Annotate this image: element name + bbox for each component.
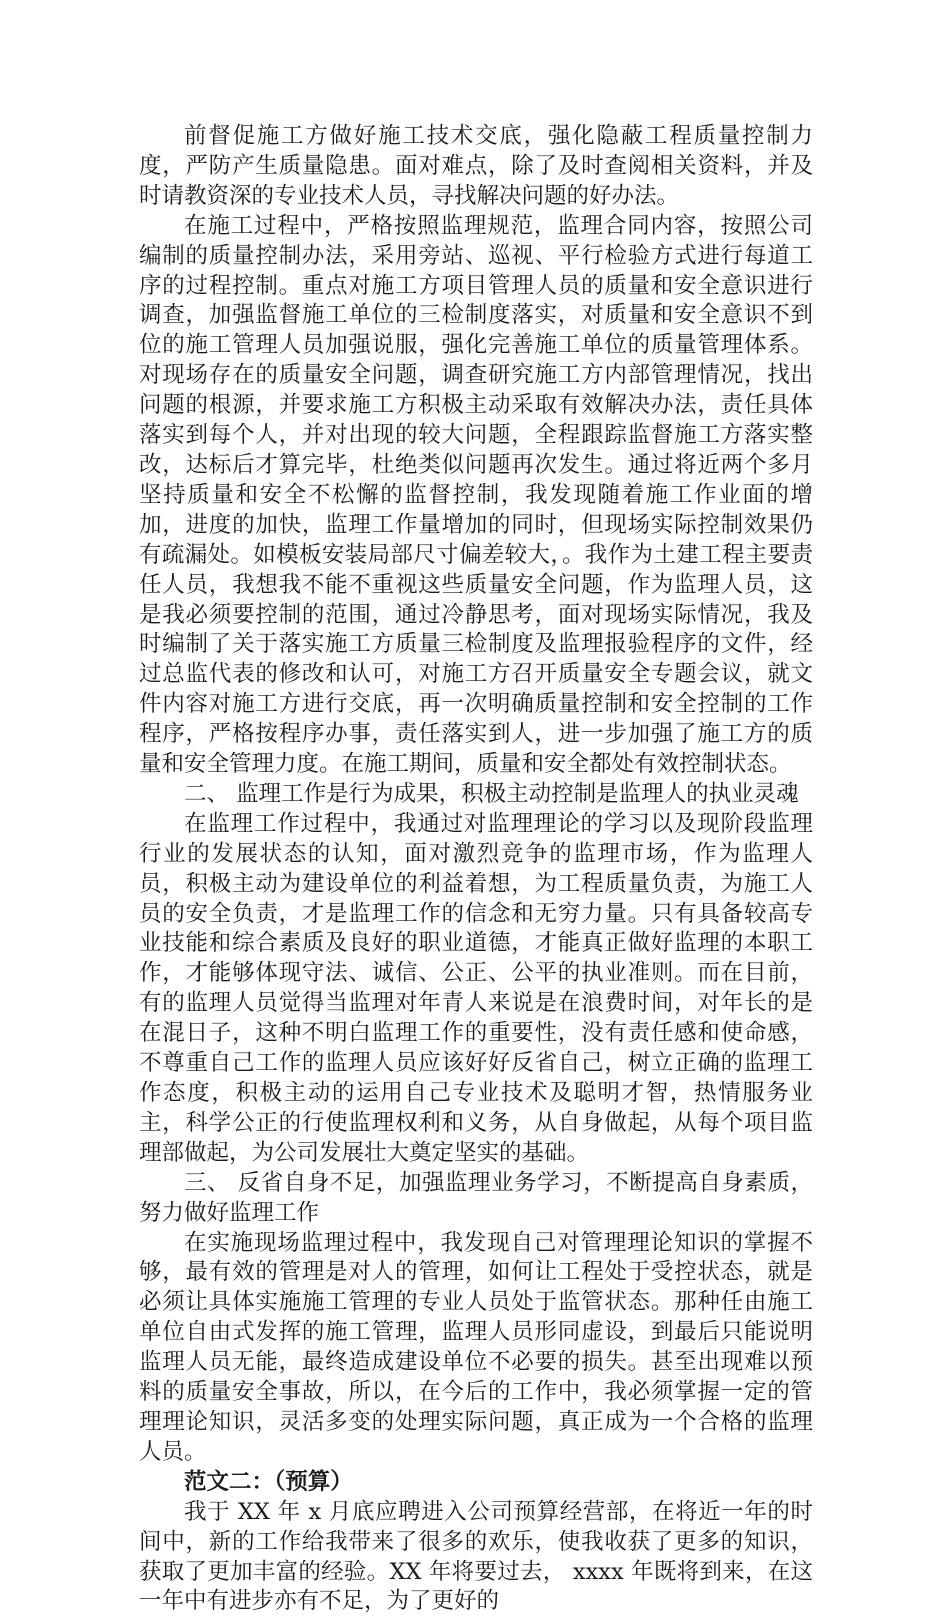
section-heading-three: 三、 反省自身不足，加强监理业务学习，不断提高自身素质，努力做好监理工作 <box>139 1169 813 1226</box>
paragraph-self-reflection: 在实施现场监理过程中，我发现自己对管理理论知识的掌握不够，最有效的管理是对人的管理，如何让工程处于受控状态，就是必须让具体实施施工管理的专业人员处于监管状态。那种任由施工单位自由式发挥的施工管理，监理人员形同虚设，到最后只能说明监理人员无能，最终造成建设单位不必要的损失。甚至出现难以预料的质量安全事故，所以，在今后的工作中，我必须掌握一定的管理理论知识，灵活多变的处理实际问题，真正成为一个合格的监理人员。 <box>139 1229 813 1465</box>
sample-essay-two-heading: 范文二：（预算） <box>184 1468 353 1495</box>
section-heading-two: 二、 监理工作是行为成果，积极主动控制是监理人的执业灵魂 <box>184 780 799 807</box>
paragraph-budget-intro: 我于 XX 年 x 月底应聘进入公司预算经营部，在将近一年的时间中，新的工作给我带来了很多的欢乐，使我收获了更多的知识，获取了更加丰富的经验。XX 年将要过去， xxxx 年既将到来，在这一年中有进步亦有不足，为了更好的 <box>139 1498 813 1615</box>
paragraph-supervision-philosophy: 在监理工作过程中，我通过对监理理论的学习以及现阶段监理行业的发展状态的认知，面对激烈竞争的监理市场，作为监理人员，积极主动为建设单位的利益着想，为工程质量负责，为施工人员的安全负责，才是监理工作的信念和无穷力量。只有具备较高专业技能和综合素质及良好的职业道德，才能真正做好监理的本职工作，才能够体现守法、诚信、公正、公平的执业准则。而在目前，有的监理人员觉得当监理对年青人来说是在浪费时间，对年长的是在混日子，这种不明白监理工作的重要性，没有责任感和使命感，不尊重自己工作的监理人员应该好好反省自己，树立正确的监理工作态度，积极主动的运用自己专业技术及聪明才智，热情服务业主，科学公正的行使监理权利和义务，从自身做起，从每个项目监理部做起，为公司发展壮大奠定坚实的基础。 <box>139 810 813 1166</box>
paragraph-construction-process: 在施工过程中，严格按照监理规范，监理合同内容，按照公司编制的质量控制办法，采用旁站、巡视、平行检验方式进行每道工序的过程控制。重点对施工方项目管理人员的质量和安全意识进行调查，加强监督施工单位的三检制度落实，对质量和安全意识不到位的施工管理人员加强说服，强化完善施工单位的质量管理体系。对现场存在的质量安全问题，调查研究施工方内部管理情况，找出问题的根源，并要求施工方积极主动采取有效解决办法，责任具体落实到每个人，并对出现的较大问题，全程跟踪监督施工方落实整改，达标后才算完毕，杜绝类似问题再次发生。通过将近两个多月坚持质量和安全不松懈的监督控制，我发现随着施工作业面的增加，进度的加快，监理工作量增加的同时，但现场实际控制效果仍有疏漏处。如模板安装局部尺寸偏差较大，。我作为土建工程主要责任人员，我想我不能不重视这些质量安全问题，作为监理人员，这是我必须要控制的范围，通过冷静思考，面对现场实际情况，我及时编制了关于落实施工方质量三检制度及监理报验程序的文件，经过总监代表的修改和认可，对施工方召开质量安全专题会议，就文件内容对施工方进行交底，再一次明确质量控制和安全控制的工作程序，严格按程序办事，责任落实到人，进一步加强了施工方的质量和安全管理力度。在施工期间，质量和安全都处有效控制状态。 <box>139 212 813 778</box>
paragraph-continuation: 前督促施工方做好施工技术交底，强化隐蔽工程质量控制力度，严防产生质量隐患。面对难点，除了及时查阅相关资料，并及时请教资深的专业技术人员，寻找解决问题的好办法。 <box>139 123 813 209</box>
document-text-body <box>139 122 813 1617</box>
